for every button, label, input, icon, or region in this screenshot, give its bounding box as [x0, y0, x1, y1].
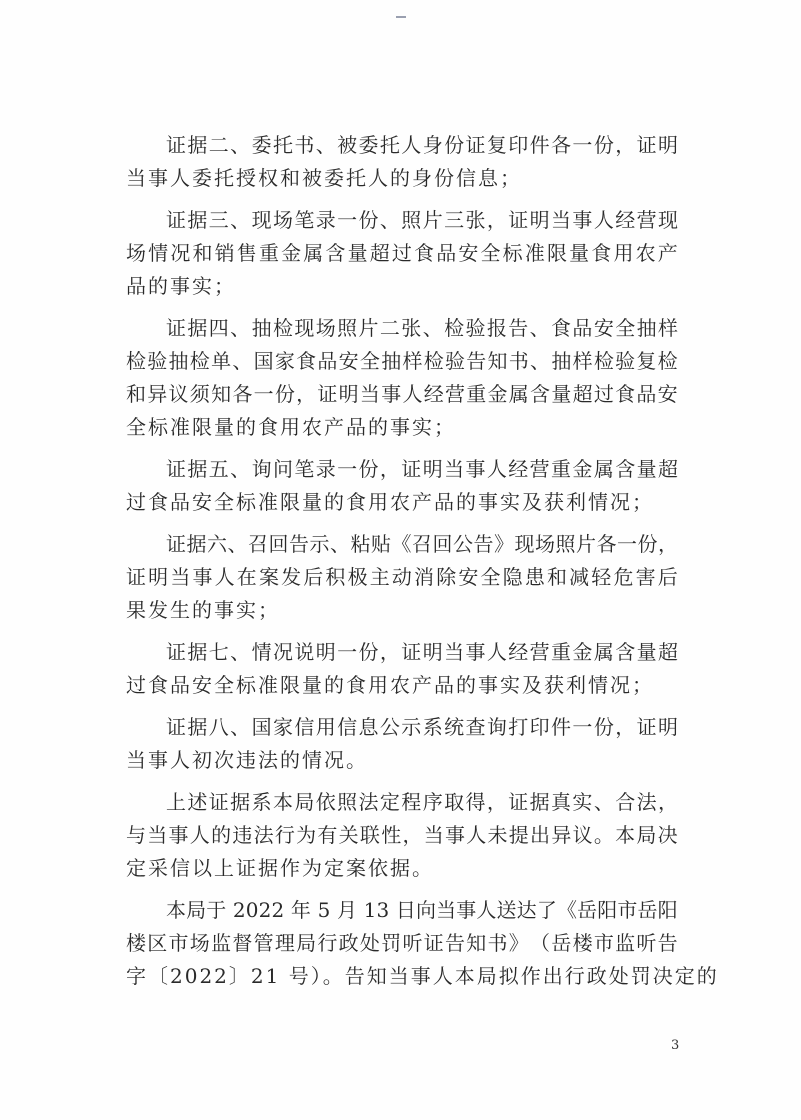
text-line: 证 据 七 、 情 况 说 明 一 份 ， 证 明 当 事 人 经 营 重 金 属 含 量 超 — [166, 640, 678, 664]
text-line: 当事人委托授权和被委托人的身份信息； — [126, 166, 522, 190]
text-line: 证 据 三 、 现 场 笔 录 一 份 、 照 片 三 张 ， 证 明 当 事 人 经 营 现 — [166, 208, 678, 232]
text-line: 与 当 事 人 的 违 法 行 为 有 关 联 性 ， 当 事 人 未 提 出 异 议 。 本 局 决 — [126, 823, 678, 847]
text-line: 当事人初次违法的情况。 — [126, 748, 368, 772]
text-line: 证 明 当 事 人 在 案 发 后 积 极 主 动 消 除 安 全 隐 患 和 减 轻 危 害 后 — [126, 565, 678, 589]
text-line: 证 据 二 、 委 托 书 、 被 委 托 人 身 份 证 复 印 件 各 一 份 ， 证 明 — [166, 133, 678, 157]
page-number: 3 — [671, 1038, 680, 1053]
text-line: 过食品安全标准限量的食用农产品的事实及获利情况； — [126, 673, 654, 697]
text-line: 证 据 五 、 询 问 笔 录 一 份 ， 证 明 当 事 人 经 营 重 金 属 含 量 超 — [166, 457, 678, 481]
text-line: 品的事实； — [126, 274, 236, 298]
text-line: 全标准限量的食用农产品的事实； — [126, 415, 456, 439]
text-line: 检 验 抽 检 单 、 国 家 食 品 安 全 抽 样 检 验 告 知 书 、 抽 样 检 验 复 检 — [126, 349, 678, 373]
text-line: 本 局 于 2 0 2 2 年 5 月 1 3 日 向 当 事 人 送 达 了 《 岳 阳 市 岳 阳 — [166, 898, 678, 922]
text-line: 证 据 六 、 召 回 告 示 、 粘 贴 《 召 回 公 告 》 现 场 照 片 各 一 份 ， — [166, 532, 678, 556]
text-line: 果发生的事实； — [126, 598, 280, 622]
text-line: 字〔2022〕21 号）。告知当事人本局拟作出行政处罚决定的 — [126, 964, 719, 988]
text-line: 场 情 况 和 销 售 重 金 属 含 量 超 过 食 品 安 全 标 准 限 量 食 用 农 产 — [126, 241, 678, 265]
text-line: 楼 区 市 场 监 督 管 理 局 行 政 处 罚 听 证 告 知 书 》 （ 岳 楼 市 监 听 告 — [126, 931, 678, 955]
text-line: 证 据 八 、 国 家 信 用 信 息 公 示 系 统 查 询 打 印 件 一 份 ， 证 明 — [166, 715, 678, 739]
text-line: 上 述 证 据 系 本 局 依 照 法 定 程 序 取 得 ， 证 据 真 实 、 合 法 ， — [166, 790, 678, 814]
scan-mark — [396, 16, 406, 18]
text-line: 过食品安全标准限量的食用农产品的事实及获利情况； — [126, 490, 654, 514]
text-line: 和 异 议 须 知 各 一 份 ， 证 明 当 事 人 经 营 重 金 属 含 量 超 过 食 品 安 — [126, 382, 678, 406]
text-line: 定采信以上证据作为定案依据。 — [126, 856, 434, 880]
text-line: 证 据 四 、 抽 检 现 场 照 片 二 张 、 检 验 报 告 、 食 品 安 全 抽 样 — [166, 316, 678, 340]
document-body — [126, 129, 719, 993]
